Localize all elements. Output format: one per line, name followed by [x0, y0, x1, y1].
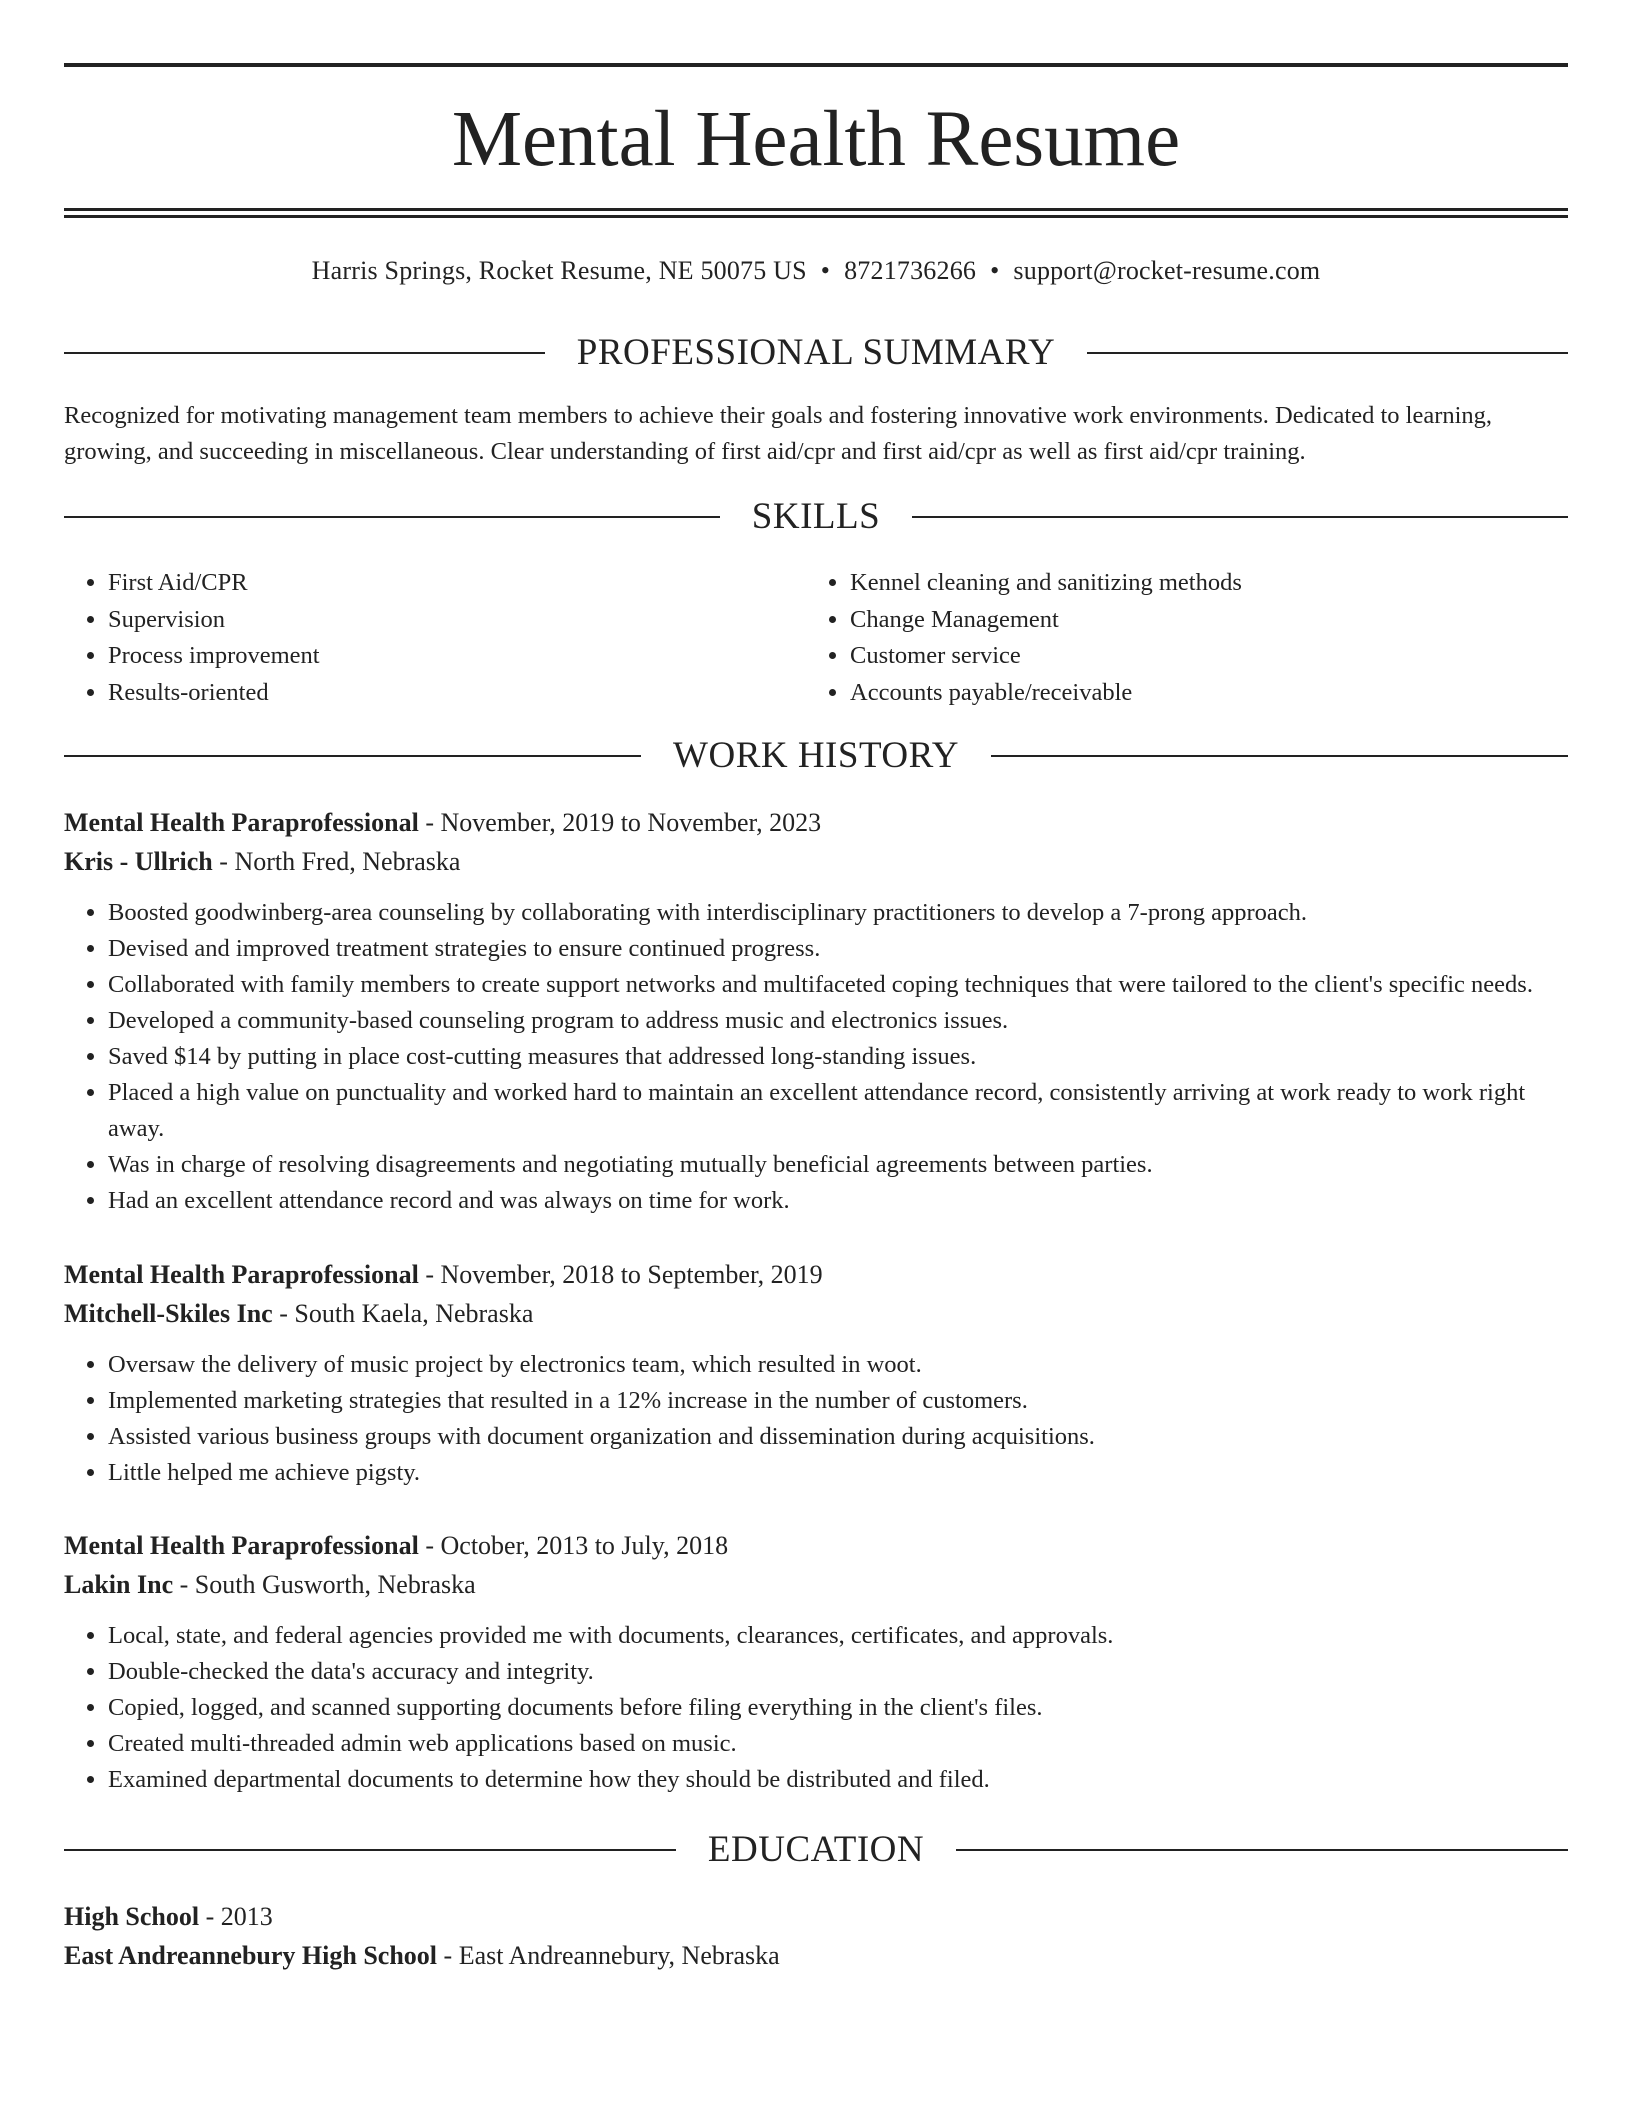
section-title: PROFESSIONAL SUMMARY: [576, 332, 1056, 373]
dash: -: [205, 1902, 215, 1931]
education-school: East Andreannebury High School: [64, 1941, 438, 1970]
heading-rule-left: [64, 755, 641, 757]
dash: -: [219, 847, 228, 876]
resume-title: Mental Health Resume: [451, 96, 1181, 183]
section-heading-summary: [64, 331, 1568, 375]
summary-text: Recognized for motivating management team members to achieve their goals and fostering innovative work environments. Dedicated to learning, growing, and succeeding in miscellaneous. Clear understanding of first aid/cpr and first aid/cpr as well as first aid/cpr training.: [64, 402, 1493, 465]
job-bullet: • Boosted goodwinberg-area counseling by collaborating with interdisciplinary practitioners to develop a 7-prong approach.: [108, 895, 1568, 931]
job-bullet: • Collaborated with family members to create support networks and multifaceted coping techniques that were tailored to the client's specific needs.: [108, 967, 1568, 1003]
job-title-line: [64, 1256, 1568, 1294]
dash: -: [425, 1260, 434, 1289]
dash: -: [279, 1299, 288, 1328]
skill-item: • Change Management: [850, 602, 1548, 639]
heading-rule-right: [991, 755, 1568, 757]
job-entry: [64, 804, 1568, 1219]
contact-separator: •: [820, 256, 831, 285]
contact-email: support@rocket-resume.com: [1013, 256, 1321, 285]
job-bullet: • Oversaw the delivery of music project by electronics team, which resulted in woot.: [108, 1347, 1568, 1383]
job-entry: [64, 1256, 1568, 1491]
job-bullet: • Examined departmental documents to determine how they should be distributed and filed.: [108, 1762, 1568, 1798]
job-bullet: • Double-checked the data's accuracy and integrity.: [108, 1654, 1568, 1690]
heading-rule-right: [912, 516, 1568, 518]
job-title: Mental Health Paraprofessional: [64, 1531, 419, 1560]
section-title: WORK HISTORY: [673, 735, 959, 776]
job-company-line: [64, 1295, 1568, 1333]
heading-rule-right: [1087, 352, 1568, 354]
job-company: Kris - Ullrich: [64, 847, 213, 876]
skill-item: • Process improvement: [108, 638, 806, 675]
job-dates: November, 2019 to November, 2023: [440, 808, 822, 837]
heading-rule-left: [64, 352, 545, 354]
skill-item: • Supervision: [108, 602, 806, 639]
dash: -: [425, 1531, 434, 1560]
job-company: Lakin Inc: [64, 1570, 174, 1599]
job-company-line: [64, 1566, 1568, 1604]
job-company-line: [64, 843, 1568, 881]
job-location: North Fred, Nebraska: [234, 847, 461, 876]
heading-rule-left: [64, 1849, 676, 1851]
education-degree: High School: [64, 1902, 200, 1931]
education-year: 2013: [220, 1902, 273, 1931]
job-location: South Kaela, Nebraska: [294, 1299, 534, 1328]
job-title: Mental Health Paraprofessional: [64, 1260, 419, 1289]
contact-separator: •: [990, 256, 1000, 285]
job-bullet: • Created multi-threaded admin web applications based on music.: [108, 1726, 1568, 1762]
job-dates: October, 2013 to July, 2018: [440, 1531, 729, 1560]
education-school-line: [64, 1937, 1568, 1975]
top-divider: [64, 63, 1568, 67]
job-title-line: [64, 1527, 1568, 1565]
job-bullet: • Assisted various business groups with document organization and dissemination during acquisitions.: [108, 1419, 1568, 1455]
job-bullet: • Saved $14 by putting in place cost-cutting measures that addressed long-standing issues.: [108, 1039, 1568, 1075]
job-bullet: • Local, state, and federal agencies provided me with documents, clearances, certificates, and approvals.: [108, 1618, 1568, 1654]
section-title: SKILLS: [751, 496, 881, 537]
job-bullet: • Placed a high value on punctuality and worked hard to maintain an excellent attendance record, consistently arriving at work ready to work right away.: [108, 1075, 1568, 1147]
job-title-line: [64, 804, 1568, 842]
job-bullet: • Little helped me achieve pigsty.: [108, 1455, 1568, 1491]
education-location: East Andreannebury, Nebraska: [458, 1941, 780, 1970]
job-entry: [64, 1527, 1568, 1798]
job-dates: November, 2018 to September, 2019: [440, 1260, 823, 1289]
skills-column-right: [806, 565, 1548, 712]
skill-item: • First Aid/CPR: [108, 565, 806, 602]
section-heading-education: [64, 1828, 1568, 1872]
section-heading-skills: [64, 495, 1568, 539]
skills-column-left: [64, 565, 806, 712]
job-bullet: • Implemented marketing strategies that resulted in a 12% increase in the number of customers.: [108, 1383, 1568, 1419]
contact-phone: 8721736266: [844, 256, 977, 285]
job-bullet: • Was in charge of resolving disagreements and negotiating mutually beneficial agreements between parties.: [108, 1147, 1568, 1183]
section-title: EDUCATION: [707, 1829, 925, 1870]
skill-item: • Customer service: [850, 638, 1548, 675]
contact-address: Harris Springs, Rocket Resume, NE 50075 US: [311, 256, 807, 285]
education-entry: [64, 1898, 1568, 1975]
skill-item: • Accounts payable/receivable: [850, 675, 1548, 712]
skills-list: [64, 565, 1568, 712]
job-bullets: [64, 1618, 1568, 1798]
job-bullets: [64, 1347, 1568, 1491]
education-degree-line: [64, 1898, 1568, 1936]
skill-item: • Kennel cleaning and sanitizing methods: [850, 565, 1548, 602]
job-bullet: • Had an excellent attendance record and was always on time for work.: [108, 1183, 1568, 1219]
job-bullet: • Developed a community-based counseling program to address music and electronics issues.: [108, 1003, 1568, 1039]
dash: -: [179, 1570, 189, 1599]
heading-rule-right: [956, 1849, 1568, 1851]
job-company: Mitchell-Skiles Inc: [64, 1299, 273, 1328]
contact-line: [64, 253, 1568, 289]
job-title: Mental Health Paraprofessional: [64, 808, 419, 837]
job-bullet: • Copied, logged, and scanned supporting documents before filing everything in the client's files.: [108, 1690, 1568, 1726]
job-bullets: [64, 895, 1568, 1219]
dash: -: [425, 808, 434, 837]
skill-item: • Results-oriented: [108, 675, 806, 712]
job-bullet: • Devised and improved treatment strategies to ensure continued progress.: [108, 931, 1568, 967]
section-heading-work-history: [64, 734, 1568, 778]
title-double-divider: [64, 208, 1568, 218]
dash: -: [443, 1941, 453, 1970]
job-location: South Gusworth, Nebraska: [194, 1570, 476, 1599]
heading-rule-left: [64, 516, 720, 518]
